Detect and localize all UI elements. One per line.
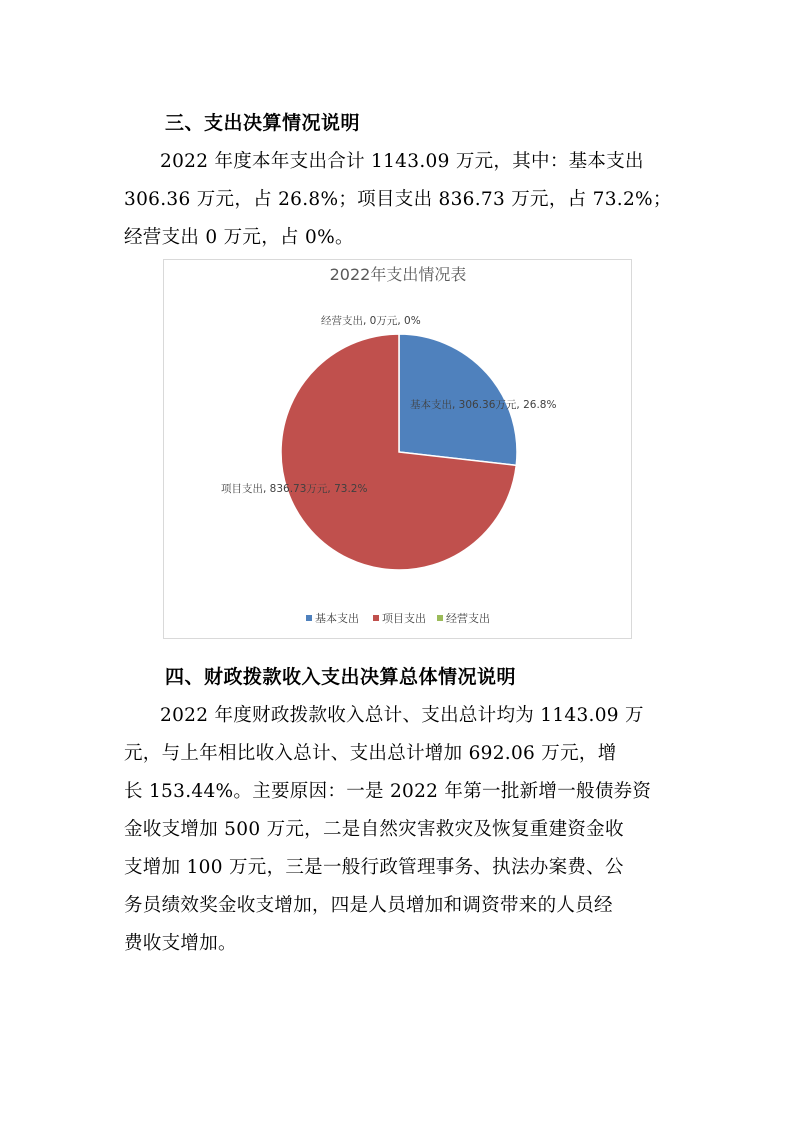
paragraph-line: 元，与上年相比收入总计、支出总计增加 692.06 万元，增 bbox=[124, 743, 617, 764]
chart-title: 2022年支出情况表 bbox=[329, 265, 467, 284]
paragraph-line: 支增加 100 万元，三是一般行政管理事务、执法办案费、公 bbox=[124, 857, 624, 878]
legend-marker-2 bbox=[373, 615, 379, 621]
legend-label-1: 基本支出 bbox=[315, 612, 359, 625]
section-4-heading: 四、财政拨款收入支出决算总体情况说明 bbox=[165, 666, 517, 688]
section-3-heading: 三、支出决算情况说明 bbox=[165, 112, 361, 134]
paragraph-line: 务员绩效奖金收支增加，四是人员增加和调资带来的人员经 bbox=[124, 895, 613, 916]
data-label-1: 基本支出, 306.36万元, 26.8% bbox=[410, 399, 557, 411]
paragraph-line: 经营支出 0 万元，占 0%。 bbox=[124, 227, 354, 248]
legend-label-3: 经营支出 bbox=[446, 612, 490, 625]
paragraph-line: 2022 年度财政拨款收入总计、支出总计均为 1143.09 万 bbox=[160, 705, 644, 726]
data-label-2: 项目支出, 836.73万元, 73.2% bbox=[221, 483, 368, 495]
data-label-3: 经营支出, 0万元, 0% bbox=[321, 315, 421, 327]
legend-label-2: 项目支出 bbox=[382, 612, 426, 625]
legend-marker-1 bbox=[306, 615, 312, 621]
paragraph-line: 306.36 万元，占 26.8%；项目支出 836.73 万元，占 73.2%； bbox=[124, 189, 672, 210]
expenditure-pie-chart bbox=[163, 259, 632, 639]
paragraph-line: 金收支增加 500 万元，二是自然灾害救灾及恢复重建资金收 bbox=[124, 819, 624, 840]
paragraph-line: 费收支增加。 bbox=[124, 933, 237, 954]
pie-chart-canvas bbox=[164, 260, 633, 640]
paragraph-line: 2022 年度本年支出合计 1143.09 万元，其中：基本支出 bbox=[160, 151, 644, 172]
legend-marker-3 bbox=[437, 615, 443, 621]
paragraph-line: 长 153.44%。主要原因：一是 2022 年第一批新增一般债券资 bbox=[124, 781, 652, 802]
